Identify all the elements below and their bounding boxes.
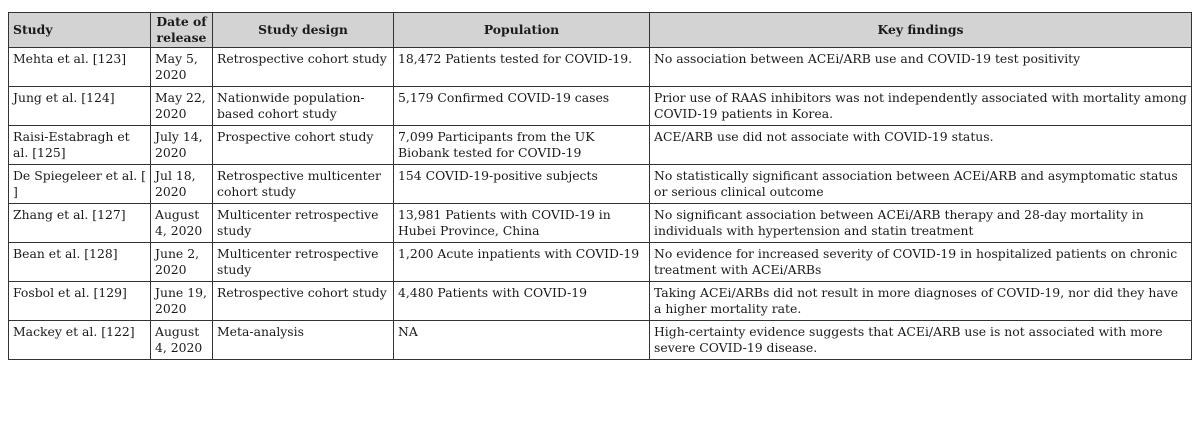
cell-findings: Taking ACEi/ARBs did not result in more diagnoses of COVID-19, nor did they have a higher mortality rate. xyxy=(650,282,1192,321)
cell-design: Meta-analysis xyxy=(213,321,394,360)
table-row xyxy=(9,204,1192,243)
cell-design: Retrospective multicenter cohort study xyxy=(213,165,394,204)
cell-study: Jung et al. [124] xyxy=(9,87,151,126)
cell-population: 18,472 Patients tested for COVID-19. xyxy=(394,48,650,87)
cell-study: De Spiegeleer et al. [ ] xyxy=(9,165,151,204)
cell-study: Raisi-Estabragh et al. [125] xyxy=(9,126,151,165)
cell-date: June 19, 2020 xyxy=(151,282,213,321)
header-population: Population xyxy=(394,13,650,48)
cell-study: Mackey et al. [122] xyxy=(9,321,151,360)
header-date-of-release: Date of release xyxy=(151,13,213,48)
cell-study: Bean et al. [128] xyxy=(9,243,151,282)
cell-study: Zhang et al. [127] xyxy=(9,204,151,243)
cell-design: Prospective cohort study xyxy=(213,126,394,165)
cell-study: Fosbol et al. [129] xyxy=(9,282,151,321)
cell-population: 13,981 Patients with COVID-19 in Hubei Province, China xyxy=(394,204,650,243)
cell-date: June 2, 2020 xyxy=(151,243,213,282)
cell-design: Retrospective cohort study xyxy=(213,48,394,87)
cell-findings: High-certainty evidence suggests that ACEi/ARB use is not associated with more severe COVID-19 disease. xyxy=(650,321,1192,360)
cell-findings: ACE/ARB use did not associate with COVID-19 status. xyxy=(650,126,1192,165)
cell-findings: No association between ACEi/ARB use and COVID-19 test positivity xyxy=(650,48,1192,87)
cell-population: NA xyxy=(394,321,650,360)
cell-date: May 5, 2020 xyxy=(151,48,213,87)
table-row xyxy=(9,282,1192,321)
table-row xyxy=(9,321,1192,360)
header-key-findings: Key findings xyxy=(650,13,1192,48)
cell-date: May 22, 2020 xyxy=(151,87,213,126)
table-row xyxy=(9,126,1192,165)
header-study-design: Study design xyxy=(213,13,394,48)
header-study: Study xyxy=(9,13,151,48)
table-row xyxy=(9,48,1192,87)
studies-table xyxy=(8,12,1192,360)
cell-findings: Prior use of RAAS inhibitors was not independently associated with mortality among COVID-19 patients in Korea. xyxy=(650,87,1192,126)
table-row xyxy=(9,165,1192,204)
cell-design: Multicenter retrospective study xyxy=(213,243,394,282)
cell-population: 7,099 Participants from the UK Biobank tested for COVID-19 xyxy=(394,126,650,165)
cell-population: 154 COVID-19-positive subjects xyxy=(394,165,650,204)
cell-date: August 4, 2020 xyxy=(151,321,213,360)
cell-date: August 4, 2020 xyxy=(151,204,213,243)
cell-findings: No evidence for increased severity of COVID-19 in hospitalized patients on chronic treatment with ACEi/ARBs xyxy=(650,243,1192,282)
header-row xyxy=(9,13,1192,48)
cell-design: Retrospective cohort study xyxy=(213,282,394,321)
cell-date: July 14, 2020 xyxy=(151,126,213,165)
table-row xyxy=(9,243,1192,282)
cell-design: Nationwide population-based cohort study xyxy=(213,87,394,126)
table-body xyxy=(9,48,1192,360)
cell-population: 1,200 Acute inpatients with COVID-19 xyxy=(394,243,650,282)
studies-table-container xyxy=(8,12,1191,360)
table-row xyxy=(9,87,1192,126)
cell-findings: No statistically significant association between ACEi/ARB and asymptomatic status or serious clinical outcome xyxy=(650,165,1192,204)
cell-findings: No significant association between ACEi/ARB therapy and 28-day mortality in individuals with hypertension and statin treatment xyxy=(650,204,1192,243)
table-header xyxy=(9,13,1192,48)
cell-population: 4,480 Patients with COVID-19 xyxy=(394,282,650,321)
cell-population: 5,179 Confirmed COVID-19 cases xyxy=(394,87,650,126)
cell-design: Multicenter retrospective study xyxy=(213,204,394,243)
cell-date: Jul 18, 2020 xyxy=(151,165,213,204)
cell-study: Mehta et al. [123] xyxy=(9,48,151,87)
